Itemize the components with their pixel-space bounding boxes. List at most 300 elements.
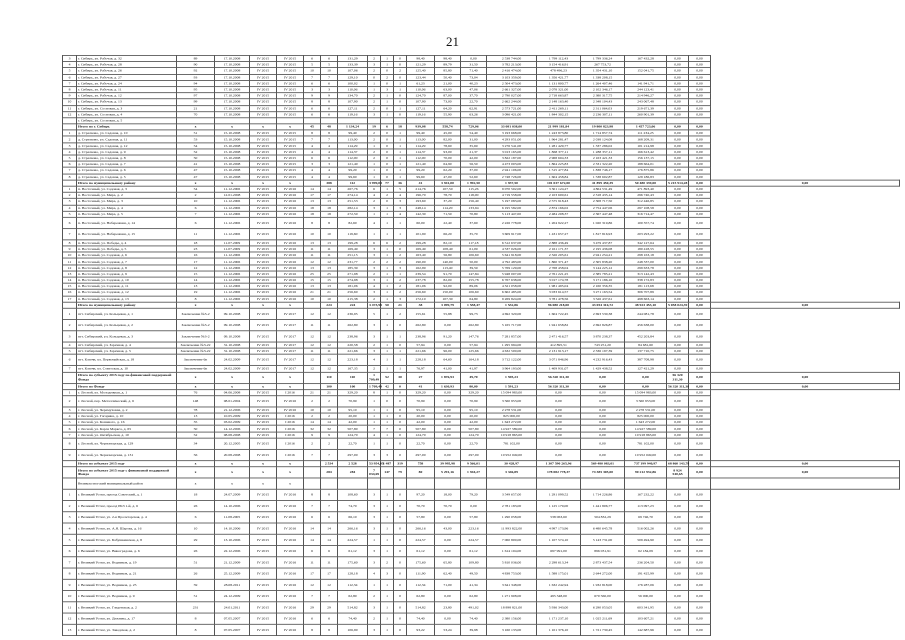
table-cell: 1 bbox=[394, 167, 407, 173]
table-cell: IV 2016 bbox=[277, 407, 304, 413]
table-cell: 133,39 bbox=[338, 62, 368, 68]
table-cell: 38 bbox=[407, 302, 435, 308]
table-cell: 8 bbox=[63, 568, 77, 579]
table-cell: 2 bbox=[304, 396, 321, 407]
table-cell: 2 bbox=[381, 557, 394, 568]
table-cell: 7 281 857,00 bbox=[487, 331, 537, 342]
table-cell: 1 431 657,27 bbox=[537, 228, 581, 239]
table-cell: 387 708,98 bbox=[625, 354, 667, 365]
table-cell: 100 357,74 bbox=[625, 217, 667, 228]
table-cell: x bbox=[250, 478, 277, 489]
table-cell: 6 480 645,78 bbox=[581, 523, 625, 534]
table-cell: 2 bbox=[368, 155, 381, 161]
table-cell: 51 bbox=[177, 557, 215, 568]
table-cell: 110 bbox=[321, 372, 338, 383]
table-cell: 1 bbox=[381, 366, 394, 372]
table-cell: 11 bbox=[304, 348, 321, 354]
table-cell: 5 197 083,00 bbox=[487, 199, 537, 205]
table-cell: 1 bbox=[381, 99, 394, 105]
table-cell: 164,18 bbox=[461, 354, 487, 365]
table-cell: 3 103 359,00 bbox=[487, 74, 537, 80]
address-cell: г. Сибирь, ул. Рабочая, д. 11 bbox=[77, 87, 177, 93]
table-cell: 41 bbox=[407, 383, 435, 389]
table-cell: 1 429 438,52 bbox=[581, 366, 625, 372]
table-cell: 8 bbox=[63, 174, 77, 180]
table-cell: 2 103 600,61 bbox=[537, 192, 581, 198]
table-cell: 0,00 bbox=[667, 277, 689, 283]
table-cell: 0 bbox=[394, 534, 407, 545]
table-cell: 0,00 bbox=[581, 413, 625, 419]
table-cell: 0,00 bbox=[689, 426, 711, 432]
table-cell: 163,40 bbox=[407, 252, 435, 258]
table-cell: 167,35 bbox=[338, 366, 368, 372]
table-cell: IV 2017 bbox=[277, 319, 304, 330]
table-cell: 2 538 744,00 bbox=[487, 55, 537, 61]
table-cell: 113 097,23 bbox=[625, 500, 667, 511]
table-cell: IV 2015 bbox=[277, 62, 304, 68]
table-cell: 1 bbox=[381, 277, 394, 283]
table-cell: 1 bbox=[368, 579, 381, 590]
table-cell: IV 2016 bbox=[277, 591, 304, 602]
table-cell: 78,70 bbox=[435, 192, 461, 198]
table-cell: 3 bbox=[368, 252, 381, 258]
table-cell: 22,70 bbox=[407, 438, 435, 449]
table-cell: 758 bbox=[407, 460, 435, 466]
table-cell: 13 bbox=[177, 413, 215, 419]
table-cell: 514,82 bbox=[338, 602, 368, 613]
table-cell: 112 bbox=[338, 180, 368, 186]
table-cell: 14 bbox=[321, 419, 338, 425]
table-row bbox=[63, 602, 900, 613]
table-cell: 0,00 bbox=[461, 55, 487, 61]
table-cell: 112,00 bbox=[338, 155, 368, 161]
table-cell: 0,00 bbox=[581, 372, 625, 383]
table-cell: 54 bbox=[177, 186, 215, 192]
table-cell: 0,00 bbox=[689, 602, 711, 613]
table-cell: 70 bbox=[177, 111, 215, 117]
table-cell: 262,80 bbox=[407, 319, 435, 330]
table-cell: 188 664,01 bbox=[625, 161, 667, 167]
table-cell: 0,00 bbox=[435, 534, 461, 545]
table-cell: 516 002,26 bbox=[625, 523, 667, 534]
table-cell: 267 753,72 bbox=[581, 62, 625, 68]
table-cell: 1 281 429,77 bbox=[537, 143, 581, 149]
table-cell: 1 838 746,17 bbox=[581, 167, 625, 173]
table-cell: 47 bbox=[177, 174, 215, 180]
table-cell: 99,73 bbox=[461, 308, 487, 319]
table-cell: 21.12.2006 bbox=[215, 407, 250, 413]
table-cell: 56 000,00 bbox=[625, 591, 667, 602]
address-cell: п. Восточный, ул. Победы, д. 4 bbox=[77, 240, 177, 246]
table-cell: 1 bbox=[368, 174, 381, 180]
table-cell: 0,00 bbox=[689, 342, 711, 348]
table-cell: 17 bbox=[304, 192, 321, 198]
table-cell: x bbox=[177, 302, 215, 308]
table-cell: 3 473,99 bbox=[369, 303, 382, 307]
table-cell: 2 644 272,00 bbox=[581, 568, 625, 579]
table-row bbox=[63, 523, 900, 534]
table-cell: 248 337,00 bbox=[625, 258, 667, 264]
table-cell: 18 bbox=[304, 211, 321, 217]
table-cell: 2 102 346,17 bbox=[581, 87, 625, 93]
table-cell: 12 bbox=[321, 308, 338, 319]
table-cell: 1 714 226,86 bbox=[581, 489, 625, 500]
table-cell: 0,00 bbox=[667, 348, 689, 354]
table-cell: 1 721 730,45 bbox=[581, 624, 625, 635]
table-cell: 0 bbox=[381, 105, 394, 111]
table-cell: 6 bbox=[381, 124, 394, 130]
table-cell: 1 709,49 bbox=[368, 372, 381, 383]
table-cell bbox=[461, 478, 487, 489]
table-cell: 0,00 bbox=[711, 460, 900, 466]
table-cell: 1 bbox=[381, 283, 394, 289]
address-cell: д. Стрелково, ул. Садовая, д. 5 bbox=[77, 174, 177, 180]
table-cell: 45,00 bbox=[435, 130, 461, 136]
table-row bbox=[63, 228, 900, 239]
address-cell: д. Стрелково, ул. Садовая, д. 8 bbox=[77, 155, 177, 161]
table-cell: 5 165 717,00 bbox=[487, 319, 537, 330]
table-cell: IV 2015 bbox=[250, 546, 277, 557]
table-cell: 2 380 156,00 bbox=[487, 613, 537, 624]
table-cell: 69 746,70 bbox=[625, 512, 667, 523]
address-cell: г. Лесной, ул. Октябрьская, д. 10 bbox=[77, 432, 177, 438]
table-cell: 0,00 bbox=[667, 265, 689, 271]
table-cell: 0,00 bbox=[667, 99, 689, 105]
table-cell: 1 868 377,11 bbox=[537, 149, 581, 155]
table-cell: IV 2015 bbox=[250, 354, 277, 365]
table-cell: IV 2015 bbox=[250, 512, 277, 523]
table-cell: 737 199 940,97 bbox=[625, 460, 667, 466]
address-cell: п. Восточный, ул. Садовая, д. 3 bbox=[77, 186, 177, 192]
table-cell: 1 bbox=[381, 62, 394, 68]
table-cell: 25 bbox=[304, 271, 321, 277]
table-cell: 1 532,86 bbox=[487, 302, 537, 308]
table-cell: 3 bbox=[368, 265, 381, 271]
table-cell: 1 bbox=[394, 271, 407, 277]
address-cell: г. Великий Устюг, ул. Водников, д. 21 bbox=[77, 568, 177, 579]
table-cell: 0,00 bbox=[689, 546, 711, 557]
table-cell: 3 301 124,27 bbox=[537, 186, 581, 192]
table-cell: 1 bbox=[394, 136, 407, 142]
table-cell: 284 bbox=[338, 467, 368, 478]
document-table-container bbox=[62, 55, 900, 636]
address-cell: Великоустюгский муниципальный район bbox=[77, 478, 177, 489]
table-cell: IV 2016 bbox=[277, 271, 304, 277]
table-cell: 8 bbox=[63, 438, 77, 449]
table-cell: 6 bbox=[304, 546, 321, 557]
table-cell: 9 bbox=[63, 246, 77, 252]
table-cell: Заключение №3-2 bbox=[177, 319, 215, 330]
address-cell: д. Стрелково, ул. Садовая, д. 11 bbox=[77, 136, 177, 142]
table-cell: 0,00 bbox=[581, 438, 625, 449]
table-cell: 1 bbox=[63, 186, 77, 192]
address-cell: д. Стрелково, ул. Садовая, д. 10 bbox=[77, 130, 177, 136]
table-row bbox=[63, 319, 900, 330]
table-cell: 78 bbox=[177, 407, 215, 413]
table-cell: 52 bbox=[177, 149, 215, 155]
table-cell: 62,80 bbox=[338, 591, 368, 602]
table-cell: 0,00 bbox=[667, 449, 689, 460]
table-cell: 2 bbox=[304, 438, 321, 449]
table-cell: 57,94 bbox=[461, 342, 487, 348]
table-cell: 3 bbox=[368, 290, 381, 296]
table-cell: 6 bbox=[177, 205, 215, 211]
table-cell: 0 bbox=[381, 136, 394, 142]
table-cell: 2 768 458,04 bbox=[537, 265, 581, 271]
table-cell: 1 171 237,10 bbox=[537, 613, 581, 624]
table-cell: 5 143 731,00 bbox=[581, 534, 625, 545]
table-cell: 0 bbox=[394, 246, 407, 252]
table-cell: 20,00 bbox=[461, 413, 487, 419]
table-cell: IV 2015 bbox=[277, 149, 304, 155]
table-cell: 0,00 bbox=[667, 192, 689, 198]
table-cell: 89,79 bbox=[435, 62, 461, 68]
table-cell: 6 bbox=[63, 354, 77, 365]
table-cell: 51 bbox=[177, 591, 215, 602]
table-cell: 825 000,00 bbox=[625, 413, 667, 419]
table-cell: 22,70 bbox=[461, 99, 487, 105]
table-cell: 124,70 bbox=[407, 93, 435, 99]
table-cell: 95,10 bbox=[407, 407, 435, 413]
table-cell: 57,80 bbox=[407, 512, 435, 523]
table-cell: 8 bbox=[321, 489, 338, 500]
table-cell: 52 bbox=[381, 372, 394, 383]
table-cell: 0,00 bbox=[667, 205, 689, 211]
table-cell: 7 bbox=[177, 211, 215, 217]
table-cell: 13 bbox=[63, 271, 77, 277]
table-cell: IV 2015 bbox=[250, 277, 277, 283]
table-cell: 85,80 bbox=[435, 68, 461, 74]
table-cell: 1 bbox=[368, 167, 381, 173]
table-cell: 0 bbox=[394, 613, 407, 624]
table-cell: 142,30 bbox=[407, 211, 435, 217]
table-cell: 3 bbox=[381, 87, 394, 93]
table-cell: IV 2015 bbox=[277, 167, 304, 173]
table-cell: 3 bbox=[381, 568, 394, 579]
table-cell: 338 172,83 bbox=[625, 277, 667, 283]
table-cell: 62 184,09 bbox=[625, 546, 667, 557]
table-cell: 10 952 049,00 bbox=[625, 449, 667, 460]
table-cell: 0,00 bbox=[689, 419, 711, 425]
table-cell: 167 432,28 bbox=[625, 55, 667, 61]
table-cell bbox=[667, 478, 689, 489]
table-cell: 51 bbox=[177, 130, 215, 136]
table-cell: 16 bbox=[63, 290, 77, 296]
table-cell: 5 bbox=[321, 62, 338, 68]
table-cell: 40,23 bbox=[461, 80, 487, 86]
table-cell: 239,54 bbox=[407, 271, 435, 277]
table-cell: 76,97 bbox=[407, 366, 435, 372]
table-cell: 2 bbox=[368, 136, 381, 142]
table-cell: x bbox=[250, 180, 277, 186]
table-cell: IV 2015 bbox=[277, 136, 304, 142]
table-cell: 1 bbox=[394, 149, 407, 155]
table-cell: 12 bbox=[304, 308, 321, 319]
table-cell: 17.10.2008 bbox=[215, 111, 250, 117]
table-cell: 3 013 165,00 bbox=[487, 149, 537, 155]
table-cell: 0,00 bbox=[435, 512, 461, 523]
table-cell: 21,37 bbox=[461, 149, 487, 155]
table-cell: 15.10.2008 bbox=[215, 161, 250, 167]
table-cell: IV 2015 bbox=[250, 396, 277, 407]
table-cell: 0,00 bbox=[667, 143, 689, 149]
table-cell: 11 bbox=[63, 258, 77, 264]
table-cell: 316 714,47 bbox=[625, 211, 667, 217]
table-cell: 39,98 bbox=[461, 624, 487, 635]
table-row bbox=[63, 489, 900, 500]
table-cell: 3 bbox=[368, 319, 381, 330]
table-cell: 0,00 bbox=[689, 512, 711, 523]
table-cell: 2 888 436,49 bbox=[537, 240, 581, 246]
table-cell: 53 bbox=[177, 136, 215, 142]
table-cell: 13.10.2006 bbox=[215, 534, 250, 545]
address-cell: п. Восточный, ул. Мира, д. 2 bbox=[77, 192, 177, 198]
table-cell: 0,00 bbox=[435, 432, 461, 438]
table-cell: 5 bbox=[63, 155, 77, 161]
table-cell: 11.12.2006 bbox=[215, 258, 250, 264]
table-cell: 0,00 bbox=[689, 174, 711, 180]
table-cell: 538 063,60 bbox=[537, 512, 581, 523]
address-cell: г. Лесной, ул. Карла Маркса, д. 65 bbox=[77, 426, 177, 432]
table-cell: 2 692 826,87 bbox=[581, 319, 625, 330]
table-cell: IV 2016 bbox=[277, 557, 304, 568]
table-cell: IV 2016 bbox=[277, 217, 304, 228]
table-cell: 3 bbox=[368, 449, 381, 460]
table-cell: x bbox=[250, 383, 277, 389]
address-cell: г. Лесной, ул. Черемуховая, д. 2 bbox=[77, 407, 177, 413]
table-cell: 1 bbox=[368, 211, 381, 217]
table-cell: 1 bbox=[381, 331, 394, 342]
table-cell: 3 bbox=[368, 557, 381, 568]
table-cell: 17.10.2008 bbox=[215, 62, 250, 68]
table-cell: 0,00 bbox=[689, 143, 711, 149]
address-cell: д. Стрелково, ул. Садовая, д. 9 bbox=[77, 149, 177, 155]
address-cell: пгт. Сибирский, ул. Кольцевая, д. 2 bbox=[77, 319, 177, 330]
table-cell: 2 226 778,00 bbox=[487, 217, 537, 228]
table-cell: IV 2015 bbox=[250, 228, 277, 239]
table-cell: 8 bbox=[321, 217, 338, 228]
table-cell: 21.12.2009 bbox=[215, 557, 250, 568]
table-cell: 5 641 918,00 bbox=[487, 252, 537, 258]
table-cell: 3 017 174,78 bbox=[537, 277, 581, 283]
table-cell: 0,00 bbox=[625, 372, 667, 383]
table-cell: 5 058 024,39 bbox=[668, 303, 688, 307]
table-cell: 13 bbox=[304, 199, 321, 205]
table-cell: 181 113,68 bbox=[625, 283, 667, 289]
table-cell: 0,00 bbox=[689, 624, 711, 635]
table-cell: 8 bbox=[321, 624, 338, 635]
address-cell: г. Великий Устюг, ул. Гледенская, д. 2 bbox=[77, 602, 177, 613]
table-cell: 2 160 356,35 bbox=[581, 283, 625, 289]
address-cell: Итого по субъекту 2015 году bbox=[77, 460, 177, 466]
table-cell: 1 643 272,00 bbox=[625, 419, 667, 425]
table-cell: 1 bbox=[381, 265, 394, 271]
table-cell: 0,00 bbox=[435, 342, 461, 348]
table-cell: 329,20 bbox=[461, 389, 487, 395]
table-cell: 141 941,71 bbox=[625, 80, 667, 86]
address-cell: г. Сибирь, ул. Рабочая, д. 26 bbox=[77, 68, 177, 74]
table-cell: IV 2015 bbox=[250, 413, 277, 419]
table-cell: 1 020 319,86 bbox=[581, 217, 625, 228]
table-cell: 491,02 bbox=[461, 602, 487, 613]
table-cell: 0,00 bbox=[689, 111, 711, 117]
table-cell: 3 641 348,00 bbox=[487, 579, 537, 590]
table-cell: 6 bbox=[304, 155, 321, 161]
table-cell: 9 bbox=[63, 93, 77, 99]
table-cell: 238,96 bbox=[407, 331, 435, 342]
table-cell: 1 515 477,84 bbox=[537, 167, 581, 173]
table-cell: x bbox=[177, 478, 215, 489]
table-cell: 74,70 bbox=[338, 500, 368, 511]
address-cell: г. Лесной, ул. Черноморская, д. 129 bbox=[77, 438, 177, 449]
table-cell: 825 000,00 bbox=[487, 413, 537, 419]
table-cell: 3 526 437,61 bbox=[581, 296, 625, 302]
table-cell: 297 108,58 bbox=[625, 205, 667, 211]
table-cell: 66,20 bbox=[435, 228, 461, 239]
table-cell bbox=[368, 478, 381, 489]
table-cell: 4 473 003,00 bbox=[487, 161, 537, 167]
table-cell: 1 bbox=[381, 348, 394, 354]
table-cell: 64,90 bbox=[435, 161, 461, 167]
table-cell: 2 bbox=[63, 136, 77, 142]
table-cell: 0,00 bbox=[667, 93, 689, 99]
table-cell: 0,00 bbox=[667, 396, 689, 407]
table-cell: 0,00 bbox=[667, 489, 689, 500]
table-cell: 1 bbox=[381, 308, 394, 319]
table-cell: 1 264 407,46 bbox=[581, 80, 625, 86]
table-cell: 50 bbox=[177, 155, 215, 161]
table-cell: IV 2015 bbox=[250, 186, 277, 192]
table-cell: 73,00 bbox=[435, 99, 461, 105]
table-cell: 30 428,97 bbox=[487, 460, 537, 466]
table-cell: 66,10 bbox=[338, 512, 368, 523]
table-cell: 2 bbox=[368, 366, 381, 372]
table-cell: 2 bbox=[63, 319, 77, 330]
table-cell: 47,00 bbox=[435, 174, 461, 180]
table-cell: 0,00 bbox=[689, 228, 711, 239]
table-cell: 4 bbox=[63, 149, 77, 155]
table-cell: 3 193 668,00 bbox=[487, 130, 537, 136]
table-cell: 266,16 bbox=[338, 523, 368, 534]
table-cell: 57,94 bbox=[407, 342, 435, 348]
table-cell: 15.10.2008 bbox=[215, 143, 250, 149]
table-cell: 0,00 bbox=[689, 389, 711, 395]
table-cell: 2 bbox=[368, 68, 381, 74]
table-cell: 28.08.2011 bbox=[215, 579, 250, 590]
table-cell: 0 bbox=[394, 500, 407, 511]
table-cell: x bbox=[277, 372, 304, 383]
table-cell: 223,16 bbox=[461, 523, 487, 534]
table-cell: 1 bbox=[381, 211, 394, 217]
table-cell: 70,00 bbox=[435, 155, 461, 161]
table-cell: 6 512 637,00 bbox=[487, 240, 537, 246]
table-cell: 12 bbox=[304, 366, 321, 372]
address-cell: г. Сибирь, ул. Рабочая, д. 13 bbox=[77, 99, 177, 105]
table-cell: 2 367 447,48 bbox=[581, 211, 625, 217]
table-cell: 110 bbox=[338, 372, 368, 383]
table-cell: 4 bbox=[304, 167, 321, 173]
table-cell: IV 2017 bbox=[277, 354, 304, 365]
table-cell: 412 895,51 bbox=[537, 342, 581, 348]
table-row bbox=[63, 557, 900, 568]
table-cell: 0,00 bbox=[689, 217, 711, 228]
table-cell: 169,49 bbox=[407, 246, 435, 252]
table-cell: 95,10 bbox=[338, 407, 368, 413]
table-cell: 10 bbox=[177, 523, 215, 534]
table-cell: 313 142,43 bbox=[625, 271, 667, 277]
table-cell: 137 710,75 bbox=[625, 348, 667, 354]
table-cell: 8 bbox=[304, 217, 321, 228]
